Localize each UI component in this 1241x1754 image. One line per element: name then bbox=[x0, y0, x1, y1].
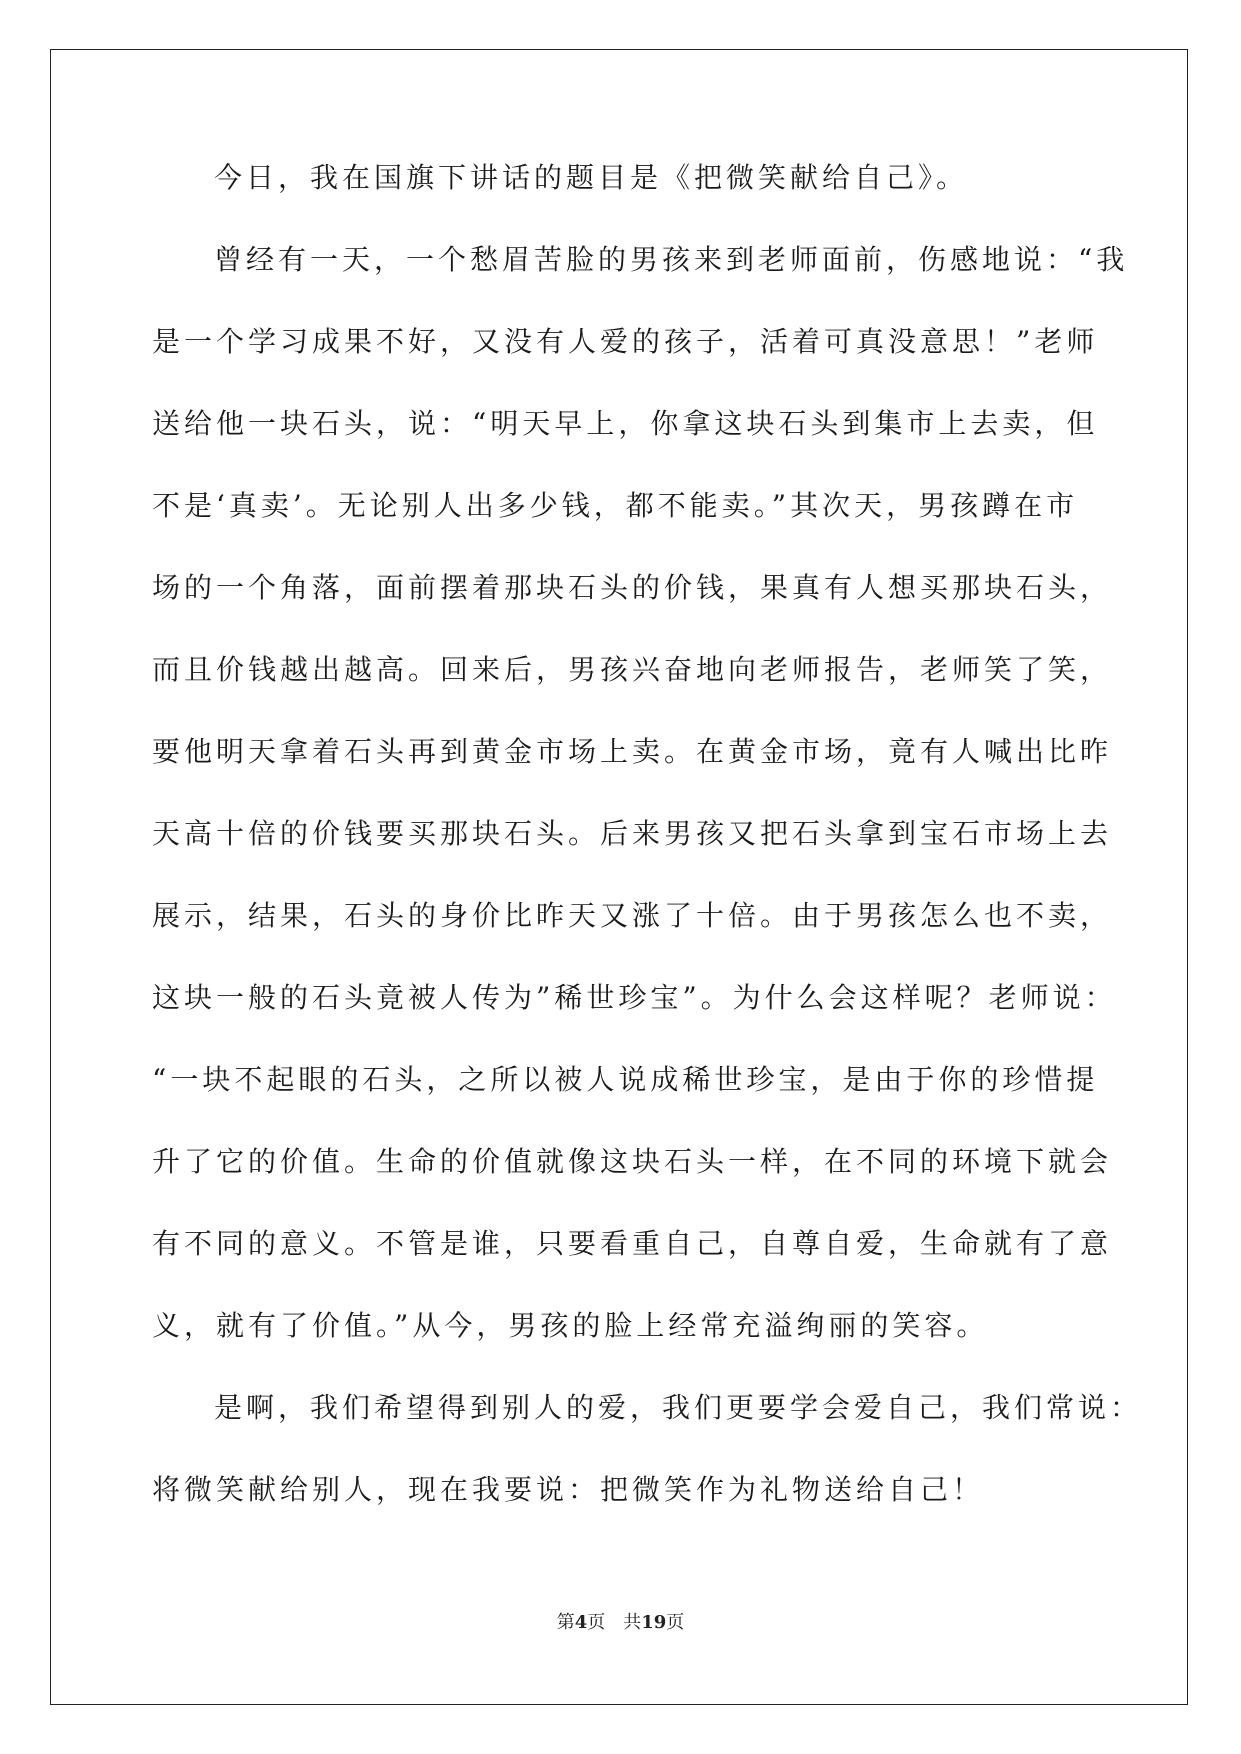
text-line: 是啊，我们希望得到别人的爱，我们更要学会爱自己，我们常说： bbox=[214, 1391, 1143, 1424]
text-line: 将微笑献给别人，现在我要说：把微笑作为礼物送给自己！ bbox=[152, 1473, 985, 1506]
text-line: 今日，我在国旗下讲话的题目是《把微笑献给自己》。 bbox=[214, 161, 969, 194]
text-line: 展示，结果，石头的身价比昨天又涨了十倍。由于男孩怎么也不卖， bbox=[152, 899, 1113, 932]
paragraph-3 bbox=[152, 1391, 1143, 1559]
text-line: 不是‘真卖’。无论别人出多少钱，都不能卖。”其次天，男孩蹲在市 bbox=[152, 489, 1079, 522]
text-line: 义，就有了价值。”从今，男孩的脸上经常充溢绚丽的笑容。 bbox=[152, 1309, 989, 1342]
page-number: 4 bbox=[574, 1612, 588, 1633]
total-pages: 19 bbox=[641, 1612, 667, 1633]
text-line: 场的一个角落，面前摆着那块石头的价钱，果真有人想买那块石头， bbox=[152, 571, 1113, 604]
page-footer bbox=[0, 1608, 1241, 1634]
text-line: “一块不起眼的石头，之所以被人说成稀世珍宝，是由于你的珍惜提 bbox=[152, 1063, 1099, 1096]
footer-page-suffix: 页 bbox=[587, 1612, 606, 1633]
text-line: 这块一般的石头竟被人传为”稀世珍宝”。为什么会这样呢？老师说： bbox=[152, 981, 1117, 1014]
text-line: 送给他一块石头，说：“明天早上，你拿这块石头到集市上去卖，但 bbox=[152, 407, 1099, 440]
text-line: 有不同的意义。不管是谁，只要看重自己，自尊自爱，生命就有了意 bbox=[152, 1227, 1113, 1260]
paragraph-2 bbox=[152, 243, 1129, 1395]
text-line: 天高十倍的价钱要买那块石头。后来男孩又把石头拿到宝石市场上去 bbox=[152, 817, 1113, 850]
text-line: 升了它的价值。生命的价值就像这块石头一样，在不同的环境下就会 bbox=[152, 1145, 1113, 1178]
text-line: 是一个学习成果不好，又没有人爱的孩子，活着可真没意思！”老师 bbox=[152, 325, 1099, 358]
footer-prefix: 第 bbox=[556, 1612, 575, 1633]
footer-total-prefix: 共 bbox=[623, 1612, 642, 1633]
document-body bbox=[152, 161, 1143, 1559]
text-line: 曾经有一天，一个愁眉苦脸的男孩来到老师面前，伤感地说：“我 bbox=[214, 243, 1129, 276]
footer-total-suffix: 页 bbox=[666, 1612, 685, 1633]
text-line: 要他明天拿着石头再到黄金市场上卖。在黄金市场，竟有人喊出比昨 bbox=[152, 735, 1113, 768]
paragraph-1 bbox=[152, 161, 1087, 247]
text-line: 而且价钱越出越高。回来后，男孩兴奋地向老师报告，老师笑了笑， bbox=[152, 653, 1113, 686]
